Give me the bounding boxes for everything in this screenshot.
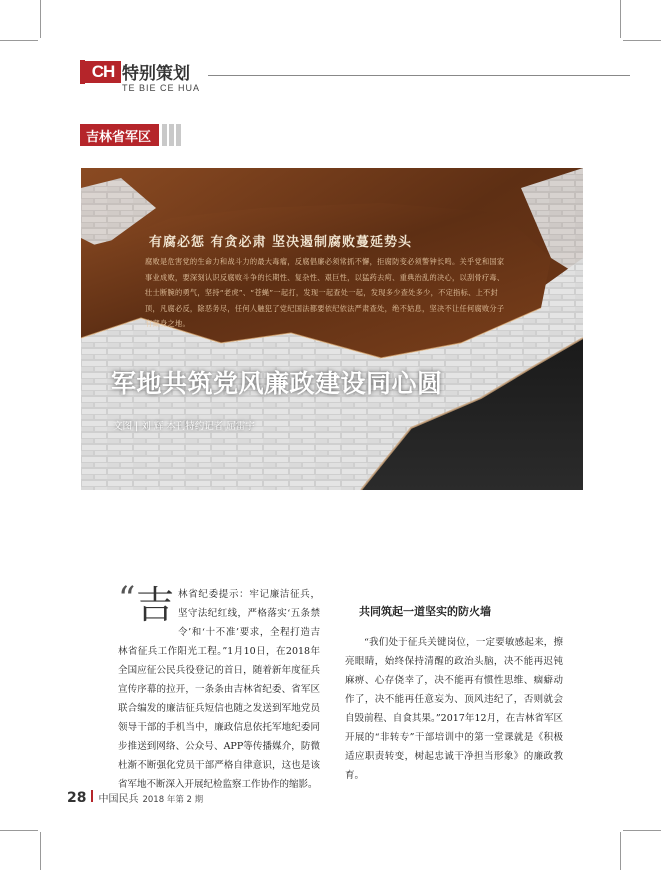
header-rule (208, 75, 630, 76)
crop-mark (0, 830, 38, 831)
body-paragraph: “我们处于征兵关键岗位，一定要敏感起来，擦亮眼睛，始终保持清醒的政治头脑，决不能再迟钝麻痹、心存侥幸了，决不能再有惯性思维、痼癖动作了，决不能再任意妄为、顶风违纪了，否则就会自毁前程、自食其果。”2017年12月，在吉林省军区开展的“非转专”干部培训中的第一堂课就是《积极适应职责转变，树起忠诚干净担当形象》的廉政教育。 (345, 637, 563, 781)
subheading: 共同筑起一道坚实的防火墙 (359, 605, 491, 618)
article-title: 军地共筑党风廉政建设同心圆 (111, 369, 443, 398)
footer-separator (91, 790, 93, 802)
crop-mark (623, 830, 661, 831)
magazine-name: 中国民兵 (98, 794, 139, 805)
crop-mark (623, 40, 661, 41)
feature-photo (81, 168, 583, 490)
column-tag (80, 60, 121, 84)
dropcap: 吉 (136, 583, 175, 627)
crop-mark (40, 0, 41, 38)
section-decor-bars (162, 124, 183, 146)
page-footer (67, 790, 203, 806)
article-byline: 文图 | 刘 辉 本刊特约记者 屈雷宇 (113, 421, 255, 432)
wall-text: 腐败是危害党的生命力和战斗力的最大毒瘤，反腐倡廉必须常抓不懈，拒腐防变必须警钟长鸣。关乎党和国家事业成败，要深刻认识反腐败斗争的长期性、复杂性、艰巨性，以猛药去疴、重典治乱的决心，以刮骨疗毒、壮士断腕的勇气，坚持“老虎”、“苍蝇”一起打，发现一起查处一起，发现多少查处多少，不定指标、上不封顶，凡腐必反，除恶务尽，任何人触犯了党纪国法都要依纪依法严肃查处，绝不姑息，坚决不让任何腐败分子有藏身之地。 (145, 257, 505, 328)
page-number: 28 (67, 790, 87, 806)
column-subtitle: TE BIE CE HUA (122, 83, 201, 93)
article-right-column (345, 603, 563, 785)
crop-mark (620, 0, 621, 38)
column-title: 特别策划 (122, 64, 190, 84)
dropcap-block (118, 579, 176, 627)
dropcap-quote: “ (118, 579, 136, 619)
crop-mark (620, 832, 621, 870)
crop-mark (40, 832, 41, 870)
section-label: 吉林省军区 (80, 124, 159, 146)
article-lead-column (118, 579, 320, 794)
wall-slogan: 有腐必惩 有贪必肃 坚决遏制腐败蔓延势头 (149, 235, 413, 250)
lead-paragraph: 林省纪委提示：牢记廉洁征兵，坚守法纪红线，严格落实‘五条禁令’和‘十不准’要求，全程打造吉林省征兵工作阳光工程。”1月10日，在2018年全国应征公民兵役登记的首日，随着新年度征兵宣传序幕的拉开，一条条由吉林省纪委、省军区联合编发的廉洁征兵短信也随之发送到军地党员领导干部的手机当中，廉政信息依托军地纪委同步推送到网络、公众号、APP等传播媒介，防微杜渐不断强化党员干部严格自律意识，这也是该省军地不断深入开展纪检监察工作协作的缩影。 (118, 589, 320, 790)
issue-label: 2018 年第 2 期 (142, 795, 204, 805)
crop-mark (0, 40, 38, 41)
section-tag (80, 124, 183, 146)
column-tag-label: CH (85, 61, 121, 83)
